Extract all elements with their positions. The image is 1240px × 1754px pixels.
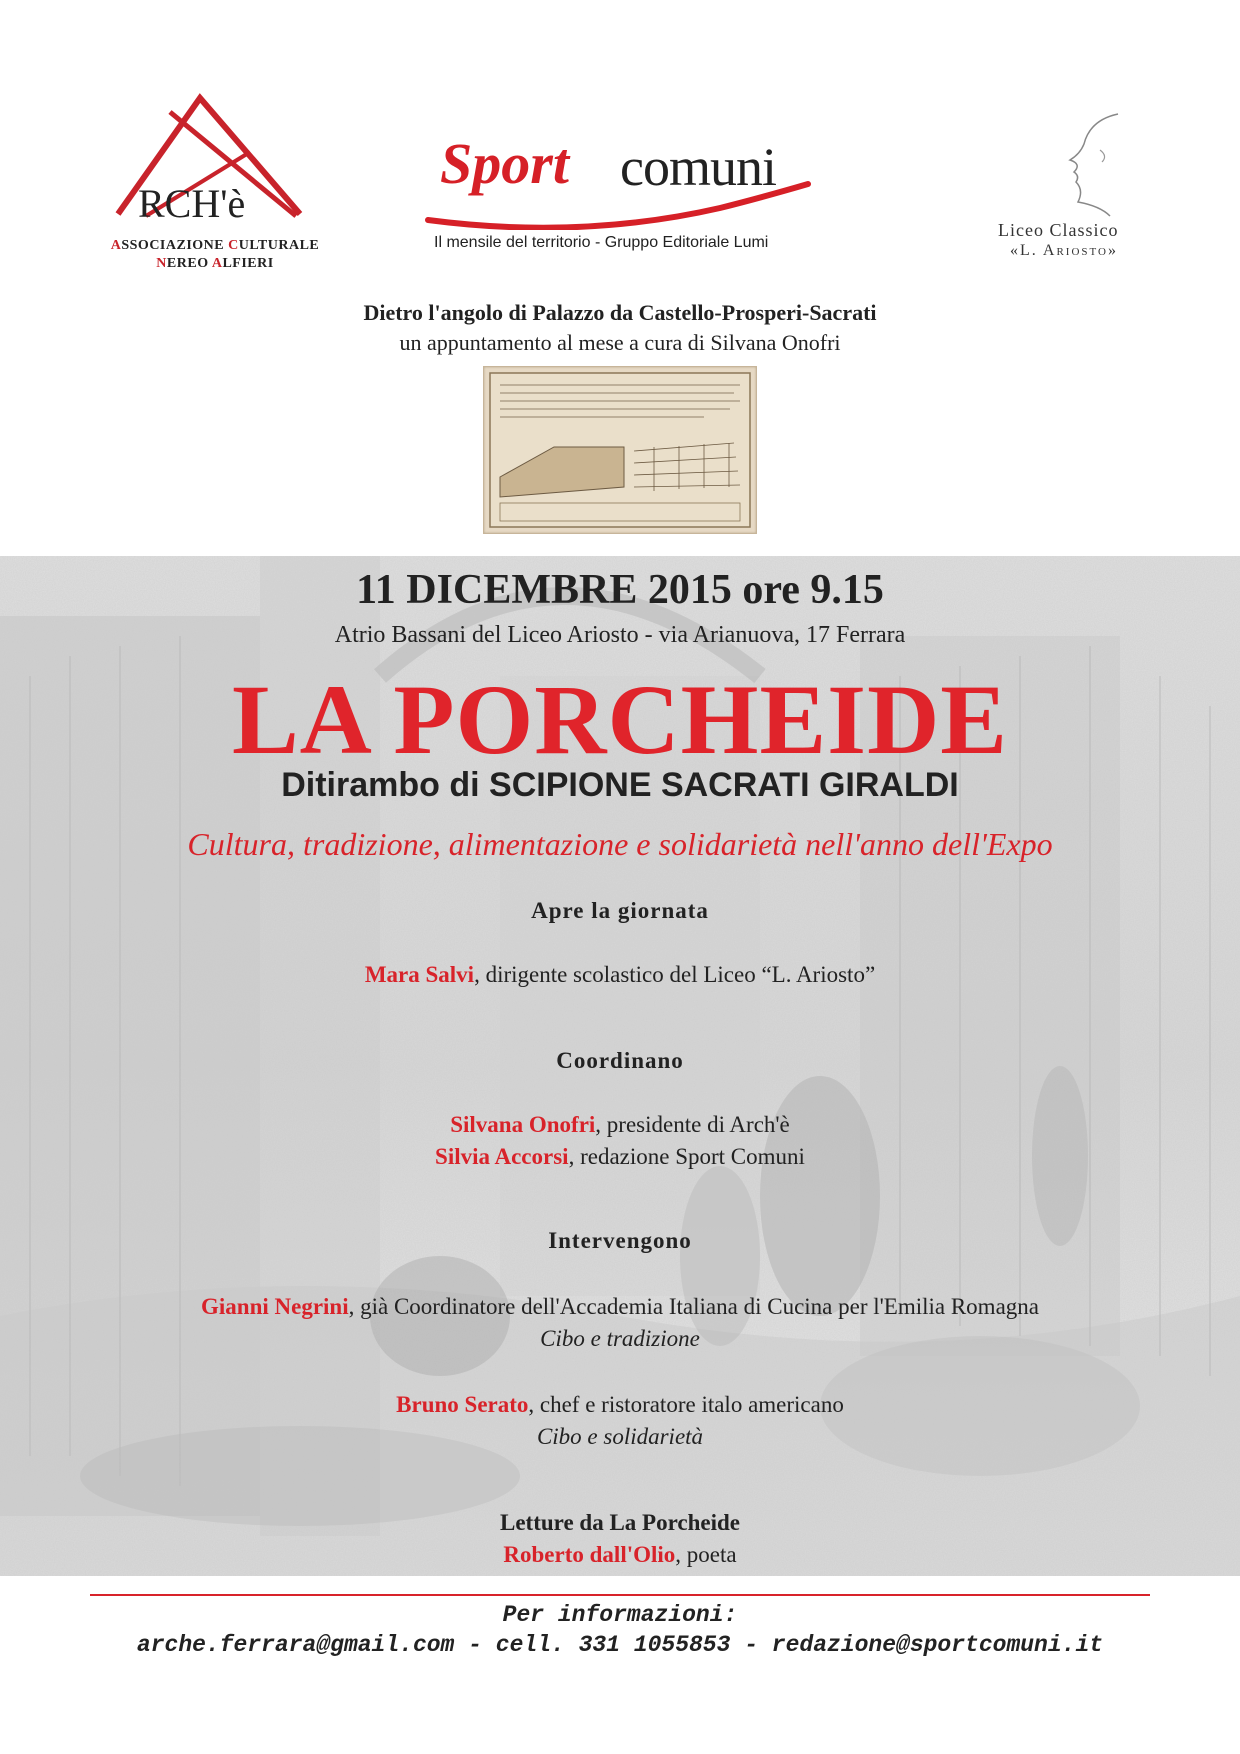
event-date: 11 DICEMBRE 2015 ore 9.15 <box>356 567 884 613</box>
sportcomuni-sport-word: Sport <box>440 131 569 196</box>
arche-line-2: NEREO ALFIERI <box>156 256 274 271</box>
coordinators-heading: Coordinano <box>556 1048 684 1073</box>
series-title: Dietro l'angolo di Palazzo da Castello-Prosperi-Sacrati <box>363 300 877 325</box>
person-role: , dirigente scolastico del Liceo “L. Ariosto” <box>474 962 876 987</box>
person-role: , poeta <box>675 1542 737 1567</box>
person-name: Roberto dall'Olio <box>503 1542 676 1567</box>
swoosh-icon <box>420 180 820 230</box>
person-role: , redazione Sport Comuni <box>568 1144 805 1169</box>
info-label: Per informazioni: <box>502 1602 738 1628</box>
series-subtitle: un appuntamento al mese a cura di Silvana Onofri <box>399 330 841 355</box>
speaker-topic: Cibo e solidarietà <box>536 1424 704 1449</box>
opening-person <box>0 962 1240 988</box>
arche-logo <box>100 92 330 272</box>
person-name: Silvia Accorsi <box>435 1144 569 1169</box>
speaker-topic: Cibo e tradizione <box>540 1326 700 1351</box>
palazzo-drawing <box>483 366 757 534</box>
liceo-subname: «L. Ariosto» <box>1010 242 1118 259</box>
reader-person <box>0 1542 1240 1568</box>
person-role: , presidente di Arch'è <box>595 1112 790 1137</box>
event-venue: Atrio Bassani del Liceo Ariosto - via Arianuova, 17 Ferrara <box>334 622 906 648</box>
arche-name: RCH'è <box>138 181 246 226</box>
sportcomuni-tagline: Il mensile del territorio - Gruppo Editoriale Lumi <box>434 234 769 251</box>
liceo-logo <box>980 110 1160 270</box>
contact-info: arche.ferrara@gmail.com - cell. 331 1055853 - redazione@sportcomuni.it <box>136 1632 1104 1658</box>
event-tagline: Cultura, tradizione, alimentazione e solidarietà nell'anno dell'Expo <box>187 826 1053 862</box>
speaker-person <box>0 1294 1240 1320</box>
sportcomuni-logo <box>420 130 820 260</box>
coordinator-person <box>0 1112 1240 1138</box>
sportcomuni-comuni-word: comuni <box>620 137 776 197</box>
person-name: Mara Salvi <box>364 962 475 987</box>
footer-divider <box>90 1594 1150 1596</box>
coordinator-person <box>0 1144 1240 1170</box>
person-role: , già Coordinatore dell'Accademia Italiana di Cucina per l'Emilia Romagna <box>348 1294 1039 1319</box>
event-subtitle: Ditirambo di SCIPIONE SACRATI GIRALDI <box>281 766 959 804</box>
person-role: , chef e ristoratore italo americano <box>528 1392 844 1417</box>
liceo-name: Liceo Classico <box>998 220 1119 240</box>
arche-line-1: ASSOCIAZIONE CULTURALE <box>110 238 320 253</box>
speakers-heading: Intervengono <box>548 1228 692 1253</box>
person-name: Bruno Serato <box>396 1392 529 1417</box>
event-title: LA PORCHEIDE <box>231 664 1008 775</box>
person-name: Silvana Onofri <box>450 1112 596 1137</box>
opening-heading: Apre la giornata <box>531 898 709 923</box>
readings-heading: Letture da La Porcheide <box>500 1510 740 1535</box>
ariosto-profile-icon <box>1040 110 1130 220</box>
person-name: Gianni Negrini <box>201 1294 349 1319</box>
speaker-person <box>0 1392 1240 1418</box>
